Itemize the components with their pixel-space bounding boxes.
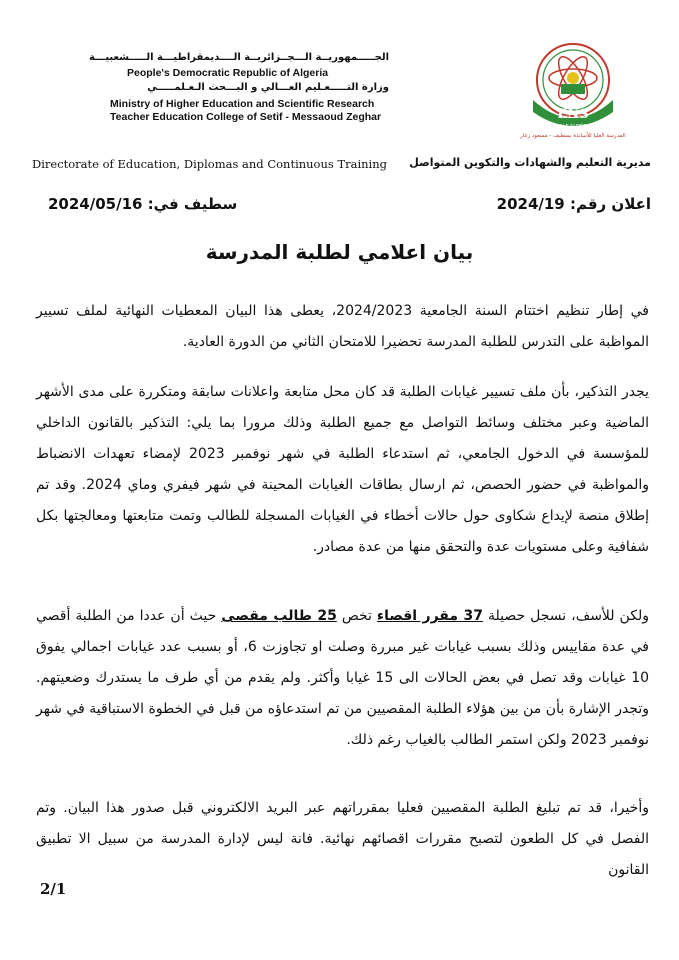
paragraph-results xyxy=(36,601,649,756)
paragraph-reminder: يجدر التذكير، بأن ملف تسيير غيابات الطلبة قد كان محل متابعة واعلانات سابقة ومتكررة على مدى الأشهر الماضية وعبر مختلف وسائط التواصل مع جميع الطلبة وذلك مرورا بما يلي: التذكير بالقانون الداخلي للمؤسسة في الدخول الجامعي، ثم استدعاء الطلبة في شهر نوفمبر 2023 لإمضاء تعهدات الانضباط والمواظبة في حضور الحصص، ثم ارسال بطاقات الغيابات المحينة في شهر فيفري وماي 2024. وقد تم إطلاق منصة لإيداع شكاوى حول حالات أخطاء في الغيابات المسجلة للطالب وتمت متابعتها ومعالجتها بكل شفافية وعلى مستويات عدة والتحقق منها من عدة مصادر. xyxy=(36,384,649,555)
svg-text:ENS: ENS xyxy=(557,107,589,122)
page-number: 2/1 xyxy=(40,880,67,898)
ministry-english: Ministry of Higher Education and Scientific Research xyxy=(110,98,375,110)
results-text-start: ولكن للأسف، نسجل حصيلة xyxy=(482,608,649,624)
exclusion-decisions-count: 37 مقرر اقصاء xyxy=(376,608,483,624)
results-text-end: حيث أن عددا من الطلبة أقصي في عدة مقاييس وذلك بسبب غيابات غير مبررة وصلت او تجاوزت 6، أو بسبب عدد غيابات اجمالي يفوق 10 غيابات وقد تصل في بعض الحالات الى 15 غيابا وأكثر. ولم يقدم من أي طرف ما يستدرك وضعيتهم. وتجدر الإشارة بأن من بين هؤلاء الطلبة المقصيين من تم استدعاؤه من قبل في الخطوة الاستباقية في شهر نوفمبر 2023 ولكن استمر الطالب بالغياب رغم ذلك. xyxy=(36,608,650,748)
ministry-arabic: وزارة التـــــعـليم العـــالي و البـــحث الـعـلمـــــي xyxy=(147,82,389,93)
school-logo xyxy=(519,40,627,140)
paragraph-final: وأخيرا، قد تم تبليغ الطلبة المقصيين فعليا بمقرراتهم عبر البريد الالكتروني قبل صدور هذا البيان. وتم الفصل في كل الطعون لتصبح مقررات اقصائهم نهائية. فانة ليس لإدارة المدرسة من سبيل الا تطبيق القانون xyxy=(36,800,649,878)
results-text-mid: تخص xyxy=(336,608,377,624)
republic-english: People's Democratic Republic of Algeria xyxy=(127,67,329,79)
document-title: بيان اعلامي لطلبة المدرسة xyxy=(205,240,474,264)
directorate-english: Directorate of Education, Diplomas and Continuous Training xyxy=(32,157,388,171)
announcement-number: اعلان رقم: 2024/19 xyxy=(496,195,651,213)
excluded-students-count: 25 طالب مقصى xyxy=(221,608,337,624)
svg-text:المدرسة العليا للأساتذة بسطيف: المدرسة العليا للأساتذة بسطيف - مسعود زغار xyxy=(520,133,626,139)
college-english: Teacher Education College of Setif - Messaoud Zeghar xyxy=(110,111,382,123)
svg-text:ÉCOLE NORMALE SUPÉRIEURE - SET: ÉCOLE NORMALE SUPÉRIEURE - SETIF xyxy=(525,124,621,130)
republic-arabic: الجـــــمهوريــة الـــجــزائريــة الــــديمقراطيـــة الـــــشعبيـــة xyxy=(89,52,389,63)
paragraph-intro: في إطار تنظيم اختتام السنة الجامعية 2024/2023، يعطى هذا البيان المعطيات النهائية لملف تسيير المواظبة على التدرس للطلبة المدرسة تحضيرا للامتحان الثاني من الدورة العادية. xyxy=(36,303,649,350)
directorate-arabic: مديرية التعليم والشهادات والتكوين المتواصل xyxy=(409,156,651,169)
place-date: سطيف في: 2024/05/16 xyxy=(48,195,238,213)
